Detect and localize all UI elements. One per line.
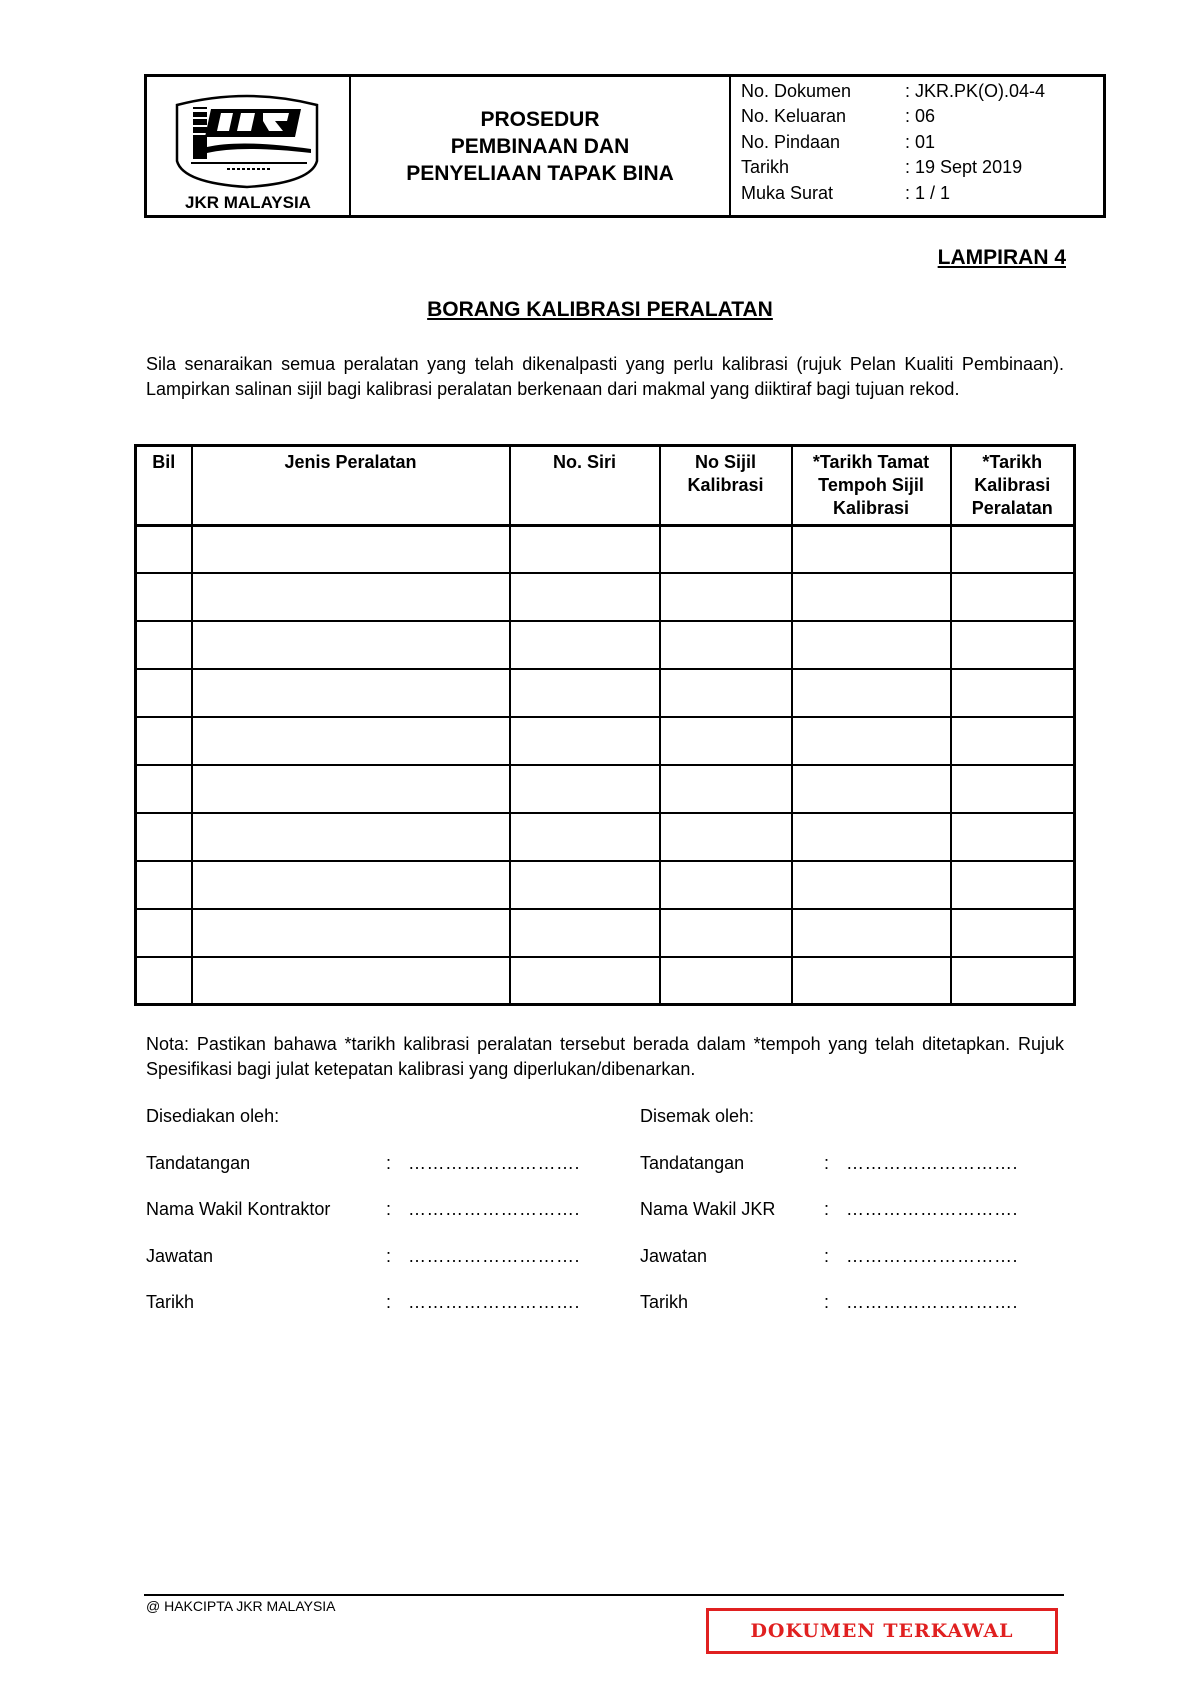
table-cell[interactable] bbox=[792, 717, 951, 765]
form-title: BORANG KALIBRASI PERALATAN bbox=[427, 298, 773, 321]
equipment-table bbox=[134, 444, 1076, 1006]
right-colon-4: : bbox=[824, 1292, 830, 1312]
right-colon-1: : bbox=[824, 1153, 830, 1173]
table-cell[interactable] bbox=[136, 573, 192, 621]
table-header-row bbox=[136, 446, 1075, 526]
table-cell[interactable] bbox=[792, 573, 951, 621]
document-header bbox=[144, 74, 1106, 218]
copyright-text: @ HAKCIPTA JKR MALAYSIA bbox=[146, 1598, 336, 1614]
table-row bbox=[136, 861, 1075, 909]
table-cell[interactable] bbox=[192, 861, 510, 909]
table-cell[interactable] bbox=[192, 669, 510, 717]
table-cell[interactable] bbox=[136, 861, 192, 909]
meta-row-no-keluaran: No. Keluaran : 06 bbox=[741, 106, 936, 127]
appendix-label: LAMPIRAN 4 bbox=[937, 246, 1066, 269]
right-signature-blank[interactable]: ………………………. bbox=[846, 1153, 1019, 1173]
table-cell[interactable] bbox=[510, 573, 660, 621]
table-row bbox=[136, 909, 1075, 957]
right-date-blank[interactable]: ………………………. bbox=[846, 1292, 1019, 1312]
table-cell[interactable] bbox=[136, 717, 192, 765]
table-cell[interactable] bbox=[660, 573, 792, 621]
title-line-2: PEMBINAAN DAN bbox=[450, 134, 630, 158]
left-date-blank[interactable]: ………………………. bbox=[408, 1292, 581, 1312]
table-cell[interactable] bbox=[192, 526, 510, 574]
left-colon-4: : bbox=[386, 1292, 392, 1312]
table-cell[interactable] bbox=[510, 957, 660, 1005]
table-cell[interactable] bbox=[951, 909, 1075, 957]
table-cell[interactable] bbox=[660, 909, 792, 957]
table-cell[interactable] bbox=[660, 957, 792, 1005]
col-header-no-sijil: No Sijil Kalibrasi bbox=[660, 446, 792, 526]
left-colon-2: : bbox=[386, 1199, 392, 1219]
table-cell[interactable] bbox=[951, 813, 1075, 861]
col-header-no-siri: No. Siri bbox=[510, 446, 660, 526]
footer-divider bbox=[144, 1594, 1064, 1596]
logo-cell bbox=[147, 77, 351, 215]
table-cell[interactable] bbox=[951, 717, 1075, 765]
table-row bbox=[136, 717, 1075, 765]
table-cell[interactable] bbox=[660, 717, 792, 765]
checked-by-heading: Disemak oleh: bbox=[640, 1106, 755, 1126]
table-cell[interactable] bbox=[660, 813, 792, 861]
meta-row-muka-surat: Muka Surat : 1 / 1 bbox=[741, 182, 951, 203]
table-cell[interactable] bbox=[951, 669, 1075, 717]
table-row bbox=[136, 621, 1075, 669]
right-field-label-position: Jawatan bbox=[640, 1246, 708, 1266]
procedure-title bbox=[351, 77, 731, 215]
right-colon-2: : bbox=[824, 1199, 830, 1219]
table-cell[interactable] bbox=[192, 909, 510, 957]
table-cell[interactable] bbox=[660, 765, 792, 813]
table-cell[interactable] bbox=[510, 861, 660, 909]
table-cell[interactable] bbox=[192, 573, 510, 621]
table-cell[interactable] bbox=[192, 621, 510, 669]
table-cell[interactable] bbox=[136, 669, 192, 717]
note-paragraph: Nota: Pastikan bahawa *tarikh kalibrasi peralatan tersebut berada dalam *tempoh yang telah ditetapkan. Rujuk Spesifikasi bagi julat ketepatan kalibrasi yang diperlukan/dibenarkan. bbox=[146, 1034, 1064, 1079]
table-cell[interactable] bbox=[510, 909, 660, 957]
table-cell[interactable] bbox=[660, 669, 792, 717]
table-row bbox=[136, 813, 1075, 861]
table-cell[interactable] bbox=[192, 717, 510, 765]
table-cell[interactable] bbox=[136, 957, 192, 1005]
title-line-1: PROSEDUR bbox=[480, 107, 600, 131]
table-cell[interactable] bbox=[510, 621, 660, 669]
prepared-by-heading: Disediakan oleh: bbox=[146, 1106, 280, 1126]
left-field-label-name: Nama Wakil Kontraktor bbox=[146, 1199, 331, 1219]
table-cell[interactable] bbox=[951, 621, 1075, 669]
col-header-bil: Bil bbox=[136, 446, 192, 526]
meta-row-no-pindaan: No. Pindaan : 01 bbox=[741, 131, 936, 152]
table-cell[interactable] bbox=[192, 765, 510, 813]
logo-caption: JKR MALAYSIA bbox=[185, 193, 311, 212]
table-row bbox=[136, 573, 1075, 621]
table-cell[interactable] bbox=[192, 957, 510, 1005]
table-cell[interactable] bbox=[192, 813, 510, 861]
right-field-label-date: Tarikh bbox=[640, 1292, 689, 1312]
table-cell[interactable] bbox=[792, 813, 951, 861]
table-cell[interactable] bbox=[792, 526, 951, 574]
table-cell[interactable] bbox=[792, 765, 951, 813]
col-header-jenis-peralatan: Jenis Peralatan bbox=[192, 446, 510, 526]
table-cell[interactable] bbox=[792, 621, 951, 669]
table-cell[interactable] bbox=[951, 526, 1075, 574]
document-meta bbox=[731, 77, 1103, 215]
table-cell[interactable] bbox=[951, 573, 1075, 621]
table-cell[interactable] bbox=[136, 909, 192, 957]
right-name-blank[interactable]: ………………………. bbox=[846, 1199, 1019, 1219]
table-cell[interactable] bbox=[510, 813, 660, 861]
table-cell[interactable] bbox=[660, 621, 792, 669]
right-position-blank[interactable]: ………………………. bbox=[846, 1246, 1019, 1266]
table-cell[interactable] bbox=[510, 717, 660, 765]
meta-row-no-dokumen: No. Dokumen : JKR.PK(O).04-4 bbox=[741, 81, 1046, 101]
table-cell[interactable] bbox=[510, 526, 660, 574]
table-cell[interactable] bbox=[660, 526, 792, 574]
table-cell[interactable] bbox=[792, 909, 951, 957]
left-colon-3: : bbox=[386, 1246, 392, 1266]
intro-paragraph: Sila senaraikan semua peralatan yang telah dikenalpasti yang perlu kalibrasi (rujuk Pelan Kualiti Pembinaan). Lampirkan salinan sijil bagi kalibrasi peralatan berkenaan dari makmal yang diiktiraf bagi tujuan rekod. bbox=[146, 354, 1064, 399]
meta-row-tarikh: Tarikh : 19 Sept 2019 bbox=[741, 157, 1023, 178]
right-colon-3: : bbox=[824, 1246, 830, 1266]
left-position-blank[interactable]: ………………………. bbox=[408, 1246, 581, 1266]
table-cell[interactable] bbox=[136, 621, 192, 669]
table-row bbox=[136, 957, 1075, 1005]
table-row bbox=[136, 526, 1075, 574]
table-body bbox=[136, 526, 1075, 1005]
table-cell[interactable] bbox=[660, 861, 792, 909]
table-row bbox=[136, 765, 1075, 813]
col-header-tarikh-kalibrasi: *Tarikh Kalibrasi Peralatan bbox=[951, 446, 1075, 526]
table-cell[interactable] bbox=[951, 765, 1075, 813]
table-cell[interactable] bbox=[510, 765, 660, 813]
right-field-label-signature: Tandatangan bbox=[640, 1153, 745, 1173]
title-line-3: PENYELIAAN TAPAK BINA bbox=[406, 161, 674, 185]
left-field-label-position: Jawatan bbox=[146, 1246, 214, 1266]
table-cell[interactable] bbox=[792, 957, 951, 1005]
left-field-label-signature: Tandatangan bbox=[146, 1153, 251, 1173]
table-cell[interactable] bbox=[136, 526, 192, 574]
right-field-label-name: Nama Wakil JKR bbox=[640, 1199, 776, 1219]
col-header-tarikh-tamat: *Tarikh Tamat Tempoh Sijil Kalibrasi bbox=[792, 446, 951, 526]
table-cell[interactable] bbox=[510, 669, 660, 717]
jkr-logo bbox=[171, 91, 323, 191]
table-cell[interactable] bbox=[136, 765, 192, 813]
left-colon-1: : bbox=[386, 1153, 392, 1173]
table-cell[interactable] bbox=[792, 669, 951, 717]
table-cell[interactable] bbox=[792, 861, 951, 909]
left-name-blank[interactable]: ………………………. bbox=[408, 1199, 581, 1219]
left-signature-blank[interactable]: ………………………. bbox=[408, 1153, 581, 1173]
table-cell[interactable] bbox=[951, 957, 1075, 1005]
table-row bbox=[136, 669, 1075, 717]
table-cell[interactable] bbox=[136, 813, 192, 861]
left-field-label-date: Tarikh bbox=[146, 1292, 195, 1312]
table-cell[interactable] bbox=[951, 861, 1075, 909]
controlled-document-stamp: DOKUMEN TERKAWAL bbox=[706, 1608, 1058, 1654]
